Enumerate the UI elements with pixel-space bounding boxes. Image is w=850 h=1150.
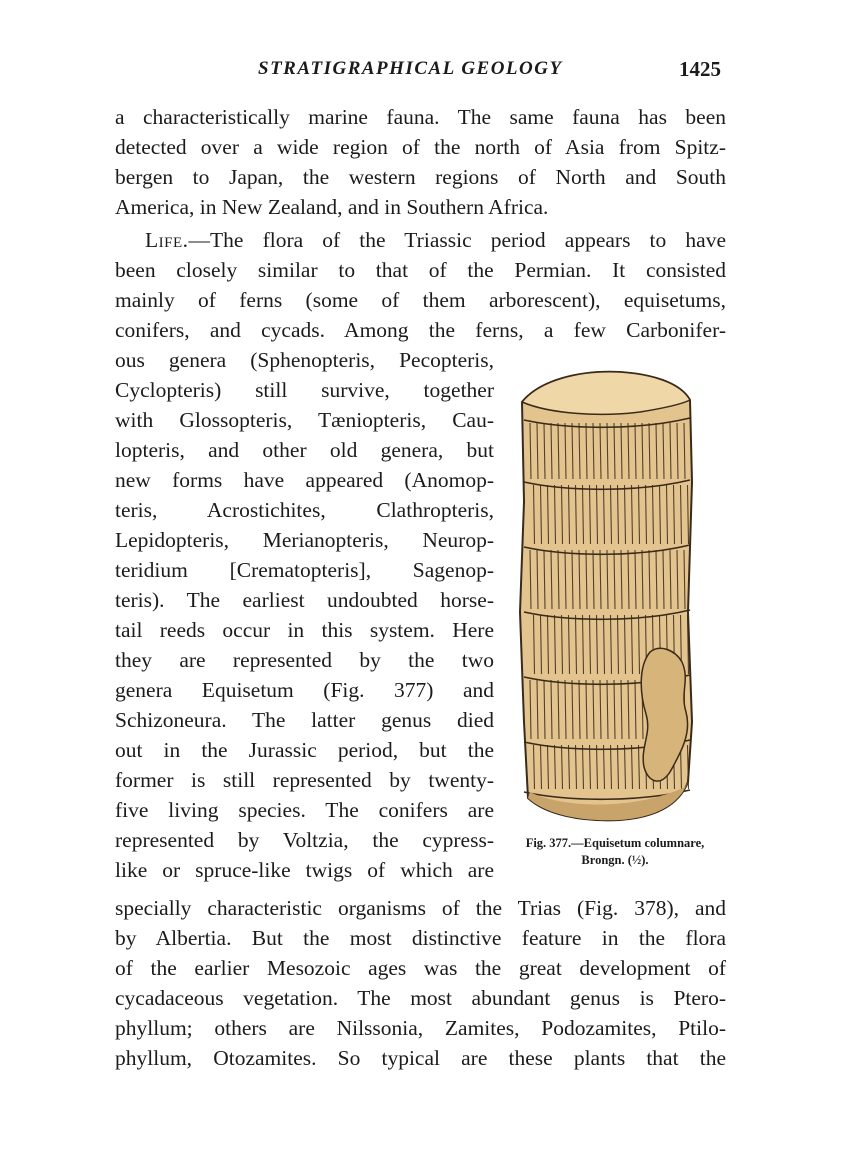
text-line: phyllum; others are Nilssonia, Zamites, Podozamites, Ptilo- [115, 1016, 726, 1040]
text-line: conifers, and cycads. Among the ferns, a few Carbonifer- [115, 318, 726, 342]
fossil-top [522, 372, 690, 415]
text-line: Cyclopteris) still survive, together [115, 378, 494, 402]
text-line: by Albertia. But the most distinctive feature in the flora [115, 926, 726, 950]
text-line: teridium [Crematopteris], Sagenop- [115, 558, 494, 582]
text-line: new forms have appeared (Anomop- [115, 468, 494, 492]
text-line: a characteristically marine fauna. The same fauna has been [115, 105, 726, 129]
text-line: lopteris, and other old genera, but [115, 438, 494, 462]
text-line: ous genera (Sphenopteris, Pecopteris, [115, 348, 494, 372]
text-line: of the earlier Mesozoic ages was the great development of [115, 956, 726, 980]
text-line: genera Equisetum (Fig. 377) and [115, 678, 494, 702]
text-line: teris, Acrostichites, Clathropteris, [115, 498, 494, 522]
text-line: out in the Jurassic period, but the [115, 738, 494, 762]
text-line: they are represented by the two [115, 648, 494, 672]
text-line: five living species. The conifers are [115, 798, 494, 822]
text-line: mainly of ferns (some of them arborescent), equisetums, [115, 288, 726, 312]
section-heading: Life. [145, 228, 189, 252]
text-line: teris). The earliest undoubted horse- [115, 588, 494, 612]
text-line: detected over a wide region of the north of Asia from Spitz- [115, 135, 726, 159]
caption-line: Brongn. (½). [581, 853, 649, 867]
text-line: America, in New Zealand, and in Southern Africa. [115, 195, 549, 219]
text-line: cycadaceous vegetation. The most abundant genus is Ptero- [115, 986, 726, 1010]
text-line: represented by Voltzia, the cypress- [115, 828, 494, 852]
text-line: former is still represented by twenty- [115, 768, 494, 792]
figure-caption [497, 835, 733, 869]
page-header [0, 58, 850, 88]
page-number: 1425 [679, 57, 721, 81]
text-line: phyllum, Otozamites. So typical are these plants that the [115, 1046, 726, 1070]
text-line: with Glossopteris, Tæniopteris, Cau- [115, 408, 494, 432]
fossil-drawing [510, 362, 700, 832]
text-line: Schizoneura. The latter genus died [115, 708, 494, 732]
text-line: —The flora of the Triassic period appears to have [188, 228, 726, 252]
running-title: STRATIGRAPHICAL GEOLOGY [258, 58, 563, 79]
text-line: been closely similar to that of the Permian. It consisted [115, 258, 726, 282]
text-line: tail reeds occur in this system. Here [115, 618, 494, 642]
text-line: Lepidopteris, Merianopteris, Neurop- [115, 528, 494, 552]
text-line: specially characteristic organisms of the Trias (Fig. 378), and [115, 896, 726, 920]
text-line: like or spruce-like twigs of which are [115, 858, 494, 882]
equisetum-fossil-illustration [510, 362, 700, 832]
paragraph-first-line [145, 225, 726, 255]
text-line: bergen to Japan, the western regions of North and South [115, 165, 726, 189]
caption-line: Fig. 377.—Equisetum columnare, [525, 836, 705, 850]
